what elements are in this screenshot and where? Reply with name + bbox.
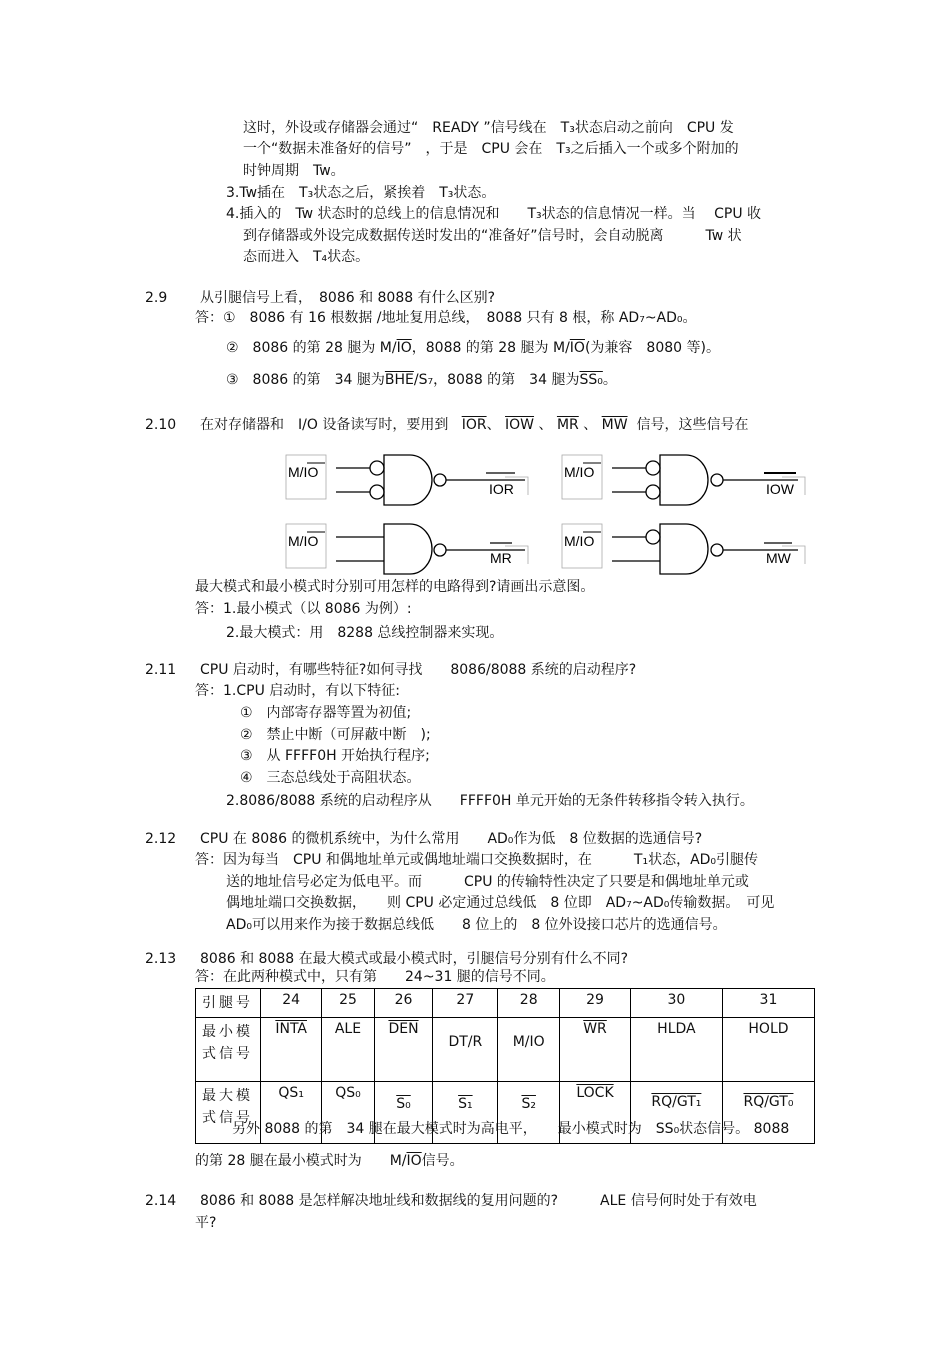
q211-number: 2.11	[145, 662, 177, 678]
gate-mw-output: MW	[766, 550, 791, 566]
table-cell-pin: 31	[722, 989, 814, 1018]
tw-point-4c: 态而进入 T₄状态。	[243, 249, 370, 265]
q29-question: 从引腿信号上看， 8086 和 8088 有什么区别?	[200, 290, 496, 306]
q213-question: 8086 和 8088 在最大模式或最小模式时，引腿信号分别有什么不同?	[200, 951, 629, 967]
table-cell-signal: S₁	[433, 1082, 498, 1144]
q210-answer-1: 答：1.最小模式（以 8086 为例）:	[195, 601, 412, 617]
q214-question-2: 平?	[195, 1215, 217, 1231]
table-cell-pin: 26	[374, 989, 433, 1018]
gate-diagram	[280, 445, 820, 575]
q211-item: ③ 从 FFFF0H 开始执行程序;	[240, 748, 430, 764]
q210-number: 2.10	[145, 417, 177, 433]
table-cell-signal: S₂	[498, 1082, 560, 1144]
table-cell-signal: ALE	[322, 1018, 374, 1082]
q212-answer-1: 答：因为每当 CPU 和偶地址单元或偶地址端口交换数据时，在 T₁状态，AD₀引腿传	[195, 852, 759, 868]
table-cell-signal: HOLD	[722, 1018, 814, 1082]
tw-line-3: 时钟周期 Tw。	[243, 163, 345, 179]
table-cell-pin: 27	[433, 989, 498, 1018]
q214-question-1: 8086 和 8088 是怎样解决地址线和数据线的复用问题的? ALE 信号何时处于有效电	[200, 1193, 757, 1209]
tw-point-3: 3.Tw插在 T₃状态之后，紧挨着 T₃状态。	[226, 185, 496, 201]
q213-number: 2.13	[145, 951, 177, 967]
table-cell-signal: INTA	[261, 1018, 322, 1082]
table-cell-signal: M/IO	[498, 1018, 560, 1082]
table-row-min-mode	[196, 1018, 815, 1082]
q213-note-2: 的第 28 腿在最小模式时为 $M/\overline{IO}$信号。	[195, 1153, 464, 1169]
q212-answer-4: AD₀可以用来作为接于数据总线低 8 位上的 8 位外设接口芯片的选通信号。	[226, 917, 727, 933]
tw-line-1: 这时，外设或存储器会通过“ READY ”信号线在 T₃状态启动之前向 CPU 发	[243, 120, 734, 136]
table-cell-pin: 28	[498, 989, 560, 1018]
q29-answer-3: ③ 8086 的第 34 腿为$\overline{BHE}/S_7$，8088 的第 34 腿为SS₀。	[226, 372, 617, 388]
q212-answer-2: 送的地址信号必定为低电平。而 CPU 的传输特性决定了只要是和偶地址单元或	[226, 874, 749, 890]
table-cell-label: 最大模式信号	[196, 1082, 261, 1144]
table-cell-label: 最小模式信号	[196, 1018, 261, 1082]
gate-ior-output: IOR	[489, 481, 514, 497]
q210-answer-2: 2.最大模式：用 8288 总线控制器来实现。	[226, 625, 504, 641]
table-cell-signal: HLDA	[630, 1018, 722, 1082]
q212-question: CPU 在 8086 的微机系统中，为什么常用 AD₀作为低 8 位数据的选通信号?	[200, 831, 703, 847]
q213-answer-1: 答：在此两种模式中，只有第 24~31 腿的信号不同。	[195, 969, 555, 985]
table-cell-signal: QS₀	[322, 1082, 374, 1144]
table-cell-signal: RQ/GT₁	[630, 1082, 722, 1144]
table-cell-header: 引腿号	[196, 989, 261, 1018]
table-cell-pin: 29	[560, 989, 631, 1018]
gate-mw-input: M/IO	[564, 533, 595, 549]
q211-answer-2: 2.8086/8088 系统的启动程序从 FFFF0H 单元开始的无条件转移指令转入执行。	[226, 793, 754, 809]
table-header-row	[196, 989, 815, 1018]
table-cell-signal: S₀	[374, 1082, 433, 1144]
q212-number: 2.12	[145, 831, 177, 847]
tw-point-4a: 4.插入的 Tw 状态时的总线上的信息情况和 T₃状态的信息情况一样。当 CPU 收	[226, 206, 762, 222]
table-cell-signal: LOCK	[560, 1082, 631, 1144]
q210-question-1: 在对存储器和 I/O 设备读写时，要用到 $\overline{IOR}$、 $\overline{IOW}$ 、 $\overline{MR}$ 、 $\overline{MW}$ 信号，这些信号在	[200, 417, 749, 433]
q213-note-1: 另外 8088 的第 34 腿在最大模式时为高电平， 最小模式时为 SS₀状态信号。 8088	[232, 1121, 790, 1137]
q29-answer-2: ② 8086 的第 28 腿为 $M/\overline{IO}$，8088 的第 28 腿为 $M/\overline{IO}$(为兼容 8080 等)。	[226, 340, 720, 356]
tw-line-2: 一个“数据未准备好的信号” ，于是 CPU 会在 T₃之后插入一个或多个附加的	[243, 141, 739, 157]
table-cell-signal: $\overline{DEN}$	[374, 1018, 433, 1082]
q212-answer-3: 偶地址端口交换数据， 则 CPU 必定通过总线低 8 位即 AD₇~AD₀传输数据。 可见	[226, 895, 775, 911]
q211-item: ② 禁止中断（可屏蔽中断 );	[240, 727, 431, 743]
q214-number: 2.14	[145, 1193, 177, 1209]
q211-question: CPU 启动时，有哪些特征?如何寻找 8086/8088 系统的启动程序?	[200, 662, 637, 678]
q210-question-2: 最大模式和最小模式时分别可用怎样的电路得到?请画出示意图。	[195, 579, 595, 595]
table-cell-signal: DT/R	[433, 1018, 498, 1082]
gate-ior-input: M/IO	[288, 464, 319, 480]
q211-item: ④ 三态总线处于高阻状态。	[240, 770, 421, 786]
q211-answer-intro: 答：1.CPU 启动时，有以下特征:	[195, 683, 400, 699]
q29-answer-1: 答：① 8086 有 16 根数据 /地址复用总线， 8088 只有 8 根，称 AD₇~AD₀。	[195, 310, 697, 326]
table-cell-pin: 30	[630, 989, 722, 1018]
table-cell-signal: QS₁	[261, 1082, 322, 1144]
tw-point-4b: 到存储器或外设完成数据传送时发出的“准备好”信号时，会自动脱离 Tw 状	[243, 228, 742, 244]
table-cell-pin: 24	[261, 989, 322, 1018]
table-cell-signal: RQ/GT₀	[722, 1082, 814, 1144]
q29-number: 2.9	[145, 290, 168, 306]
table-cell-signal: $\overline{WR}$	[560, 1018, 631, 1082]
q211-item: ① 内部寄存器等置为初值;	[240, 705, 412, 721]
table-cell-pin: 25	[322, 989, 374, 1018]
gate-iow-output: IOW	[766, 481, 794, 497]
gate-mr-input: M/IO	[288, 533, 319, 549]
gate-mr-output: MR	[490, 550, 512, 566]
gate-iow-input: M/IO	[564, 464, 595, 480]
